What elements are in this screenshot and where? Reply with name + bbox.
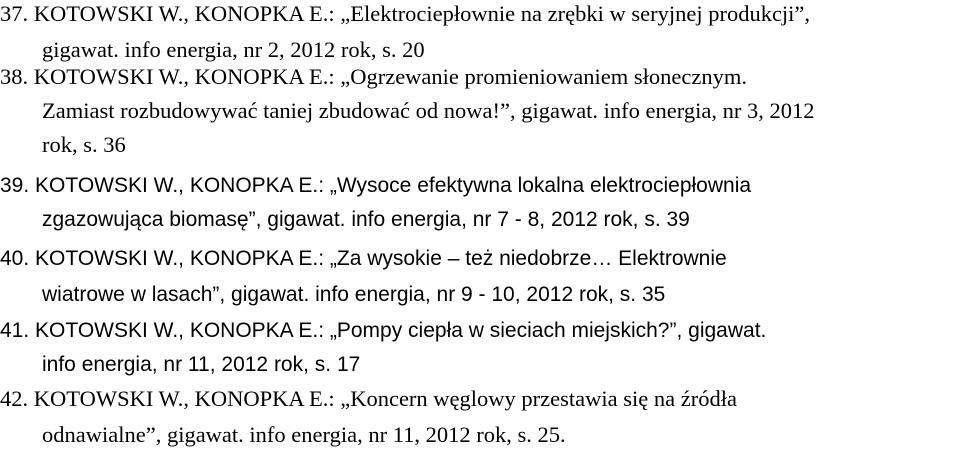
reference-38-line-1: 38. KOTOWSKI W., KONOPKA E.: „Ogrzewanie promieniowaniem słonecznym. [0,64,747,89]
reference-40-line-2: wiatrowe w lasach”, gigawat. info energia, nr 9 - 10, 2012 rok, s. 35 [42,283,666,306]
reference-37-line-1: 37. KOTOWSKI W., KONOPKA E.: „Elektrociepłownie na zrębki w seryjnej produkcji”, [0,1,811,26]
reference-42-line-1: 42. KOTOWSKI W., KONOPKA E.: „Koncern węglowy przestawia się na źródła [0,386,737,411]
reference-38-line-3: rok, s. 36 [42,132,126,157]
reference-39-line-2: zgazowująca biomasę”, gigawat. info energia, nr 7 - 8, 2012 rok, s. 39 [42,208,690,231]
reference-41-line-1: 41. KOTOWSKI W., KONOPKA E.: „Pompy ciepła w sieciach miejskich?”, gigawat. [0,319,767,342]
reference-39-line-1: 39. KOTOWSKI W., KONOPKA E.: „Wysoce efektywna lokalna elektrociepłownia [0,174,752,197]
reference-40-line-1: 40. KOTOWSKI W., KONOPKA E.: „Za wysokie – też niedobrze… Elektrownie [0,247,727,270]
reference-38-line-2: Zamiast rozbudowywać taniej zbudować od nowa!”, gigawat. info energia, nr 3, 2012 [42,98,815,123]
reference-42-line-2: odnawialne”, gigawat. info energia, nr 11, 2012 rok, s. 25. [42,422,566,447]
reference-41-line-2: info energia, nr 11, 2012 rok, s. 17 [42,353,361,376]
reference-37-line-2: gigawat. info energia, nr 2, 2012 rok, s. 20 [42,37,425,62]
